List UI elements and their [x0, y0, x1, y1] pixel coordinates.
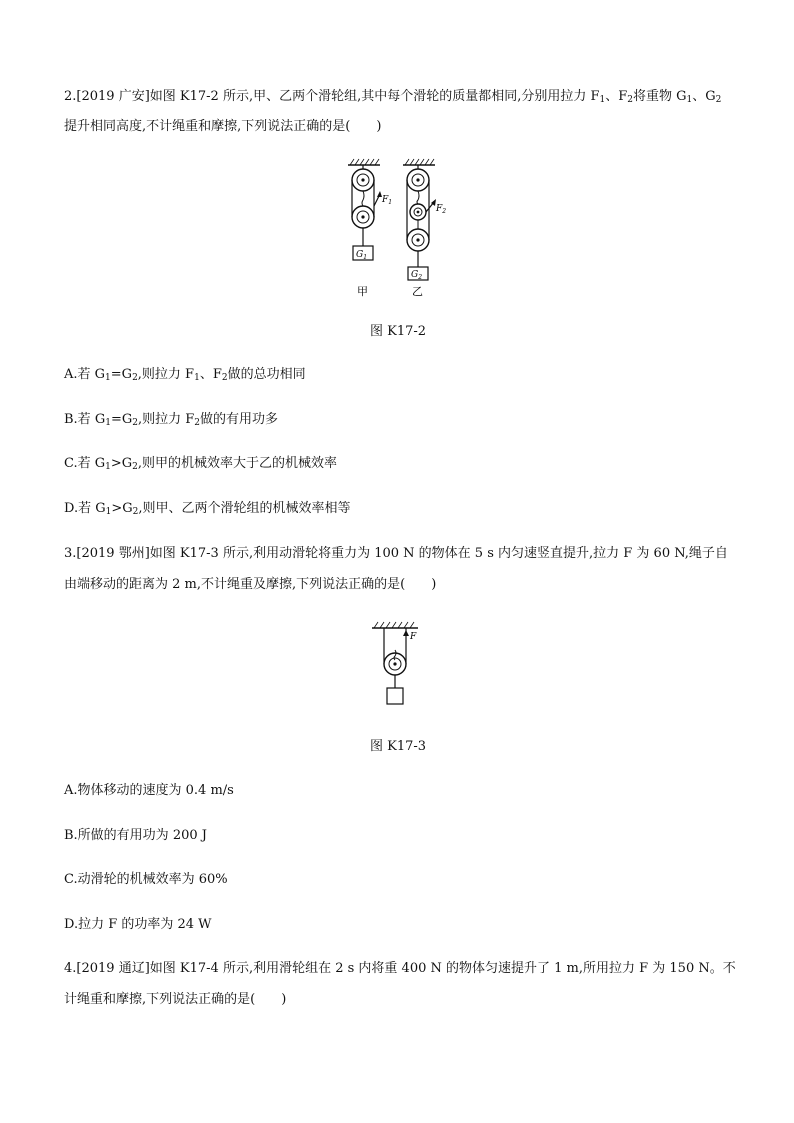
f2-label: $F_2$: [436, 204, 447, 215]
f-label: F: [410, 632, 417, 642]
q2-option-a: A.若 $G_1=G_2$,则拉力 $F_1$、$F_2$做的总功相同: [64, 367, 306, 383]
q3-option-c: C.动滑轮的机械效率为 60%: [64, 872, 228, 887]
q3-option-d: D.拉力 F 的功率为 24 W: [64, 917, 212, 932]
q3-stem-line1: 3.[2019 鄂州]如图 K17-3 所示,利用动滑轮将重力为 100 N 的物体在 5 s 内匀速竖直提升,拉力 F 为 60 N,绳子自: [64, 546, 728, 561]
g1-label: $G_1$: [356, 250, 368, 261]
q2-stem-line1: 2.[2019 广安]如图 K17-2 所示,甲、乙两个滑轮组,其中每个滑轮的质量都相同,分别用拉力 $F_1$、$F_2$将重物 $G_1$、$G_2$: [64, 89, 722, 105]
figure-caption-k17-2: 图 K17-2: [370, 324, 427, 339]
q2-option-c: C.若 $G_1>G_2$,则甲的机械效率大于乙的机械效率: [64, 456, 338, 472]
f1-label: $F_1$: [382, 195, 393, 206]
q4-stem-line1: 4.[2019 通辽]如图 K17-4 所示,利用滑轮组在 2 s 内将重 400 N 的物体匀速提升了 1 m,所用拉力 F 为 150 N。不: [64, 961, 736, 976]
q3-option-b: B.所做的有用功为 200 J: [64, 828, 207, 843]
q4-stem-line2: 计绳重和摩擦,下列说法正确的是( ): [64, 992, 287, 1007]
q3-stem-line2: 由端移动的距离为 2 m,不计绳重及摩擦,下列说法正确的是( ): [64, 577, 437, 592]
q3-option-a: A.物体移动的速度为 0.4 m/s: [64, 783, 234, 798]
q2-stem-line2: 提升相同高度,不计绳重和摩擦,下列说法正确的是( ): [64, 119, 382, 134]
figure-k17-2: [330, 156, 460, 300]
q2-option-d: D.若 $G_1>G_2$,则甲、乙两个滑轮组的机械效率相等: [64, 501, 351, 517]
g2-label: $G_2$: [411, 270, 423, 281]
label-yi: 乙: [412, 285, 423, 298]
label-jia: 甲: [357, 285, 368, 298]
figure-k17-3: [368, 620, 428, 710]
figure-caption-k17-3: 图 K17-3: [370, 739, 427, 754]
q2-option-b: B.若 $G_1=G_2$,则拉力 $F_2$做的有用功多: [64, 412, 278, 428]
